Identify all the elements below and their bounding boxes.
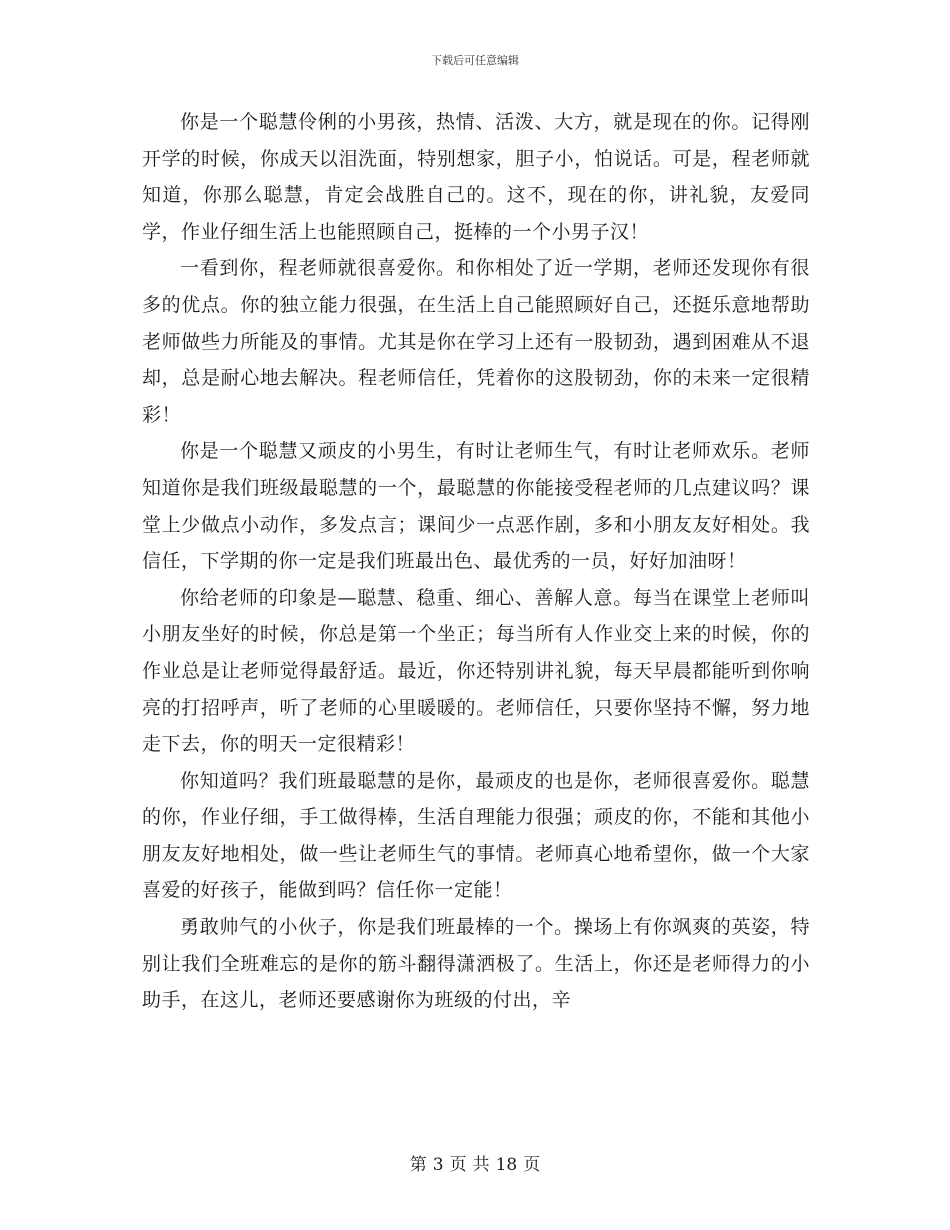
paragraph-1: 你是一个聪慧伶俐的小男孩，热情、活泼、大方，就是现在的你。记得刚开学的时候，你成天以泪洗面，特别想家，胆子小，怕说话。可是，程老师就知道，你那么聪慧，肯定会战胜自己的。这不，现在的你，讲礼貌，友爱同学，作业仔细生活上也能照顾自己，挺棒的一个小男子汉！ xyxy=(142,111,810,243)
paragraph-6: 勇敢帅气的小伙子，你是我们班最棒的一个。操场上有你飒爽的英姿，特别让我们全班难忘的是你的筋斗翻得潇洒极了。生活上，你还是老师得力的小助手，在这儿，老师还要感谢你为班级的付出，辛 xyxy=(142,916,810,1012)
paragraph-5: 你知道吗？我们班最聪慧的是你，最顽皮的也是你，老师很喜爱你。聪慧的你，作业仔细，手工做得棒，生活自理能力很强；顽皮的你，不能和其他小朋友友好地相处，做一些让老师生气的事情。老师真心地希望你，做一个大家喜爱的好孩子，能做到吗？信任你一定能！ xyxy=(142,769,810,902)
document-body xyxy=(142,104,810,1019)
footer-prefix: 第 xyxy=(409,1155,427,1175)
current-page-number: 3 xyxy=(432,1155,444,1175)
page-footer xyxy=(0,1154,950,1176)
paragraph-2: 一看到你，程老师就很喜爱你。和你相处了近一学期，老师还发现你有很多的优点。你的独立能力很强，在生活上自己能照顾好自己，还挺乐意地帮助老师做些力所能及的事情。尤其是你在学习上还有一股韧劲，遇到困难从不退却，总是耐心地去解决。程老师信任，凭着你的这股韧劲，你的未来一定很精彩！ xyxy=(142,257,810,426)
paragraph-3: 你是一个聪慧又顽皮的小男生，有时让老师生气，有时让老师欢乐。老师知道你是我们班级最聪慧的一个，最聪慧的你能接受程老师的几点建议吗？课堂上少做点小动作，多发点言；课间少一点恶作剧，多和小朋友友好相处。我信任，下学期的你一定是我们班最出色、最优秀的一员，好好加油呀！ xyxy=(142,440,810,573)
footer-suffix: 页 xyxy=(523,1155,541,1175)
page-header: 下载后可任意编辑 xyxy=(431,54,519,67)
paragraph-4: 你给老师的印象是—聪慧、稳重、细心、善解人意。每当在课堂上老师叫小朋友坐好的时候，你总是第一个坐正；每当所有人作业交上来的时候，你的作业总是让老师觉得最舒适。最近，你还特别讲礼貌，每天早晨都能听到你响亮的打招呼声，听了老师的心里暖暖的。老师信任，只要你坚持不懈，努力地走下去，你的明天一定很精彩！ xyxy=(142,586,810,756)
footer-page-label: 页 xyxy=(449,1155,467,1175)
footer-total-label: 共 xyxy=(472,1155,490,1175)
total-pages-number: 18 xyxy=(495,1155,518,1175)
